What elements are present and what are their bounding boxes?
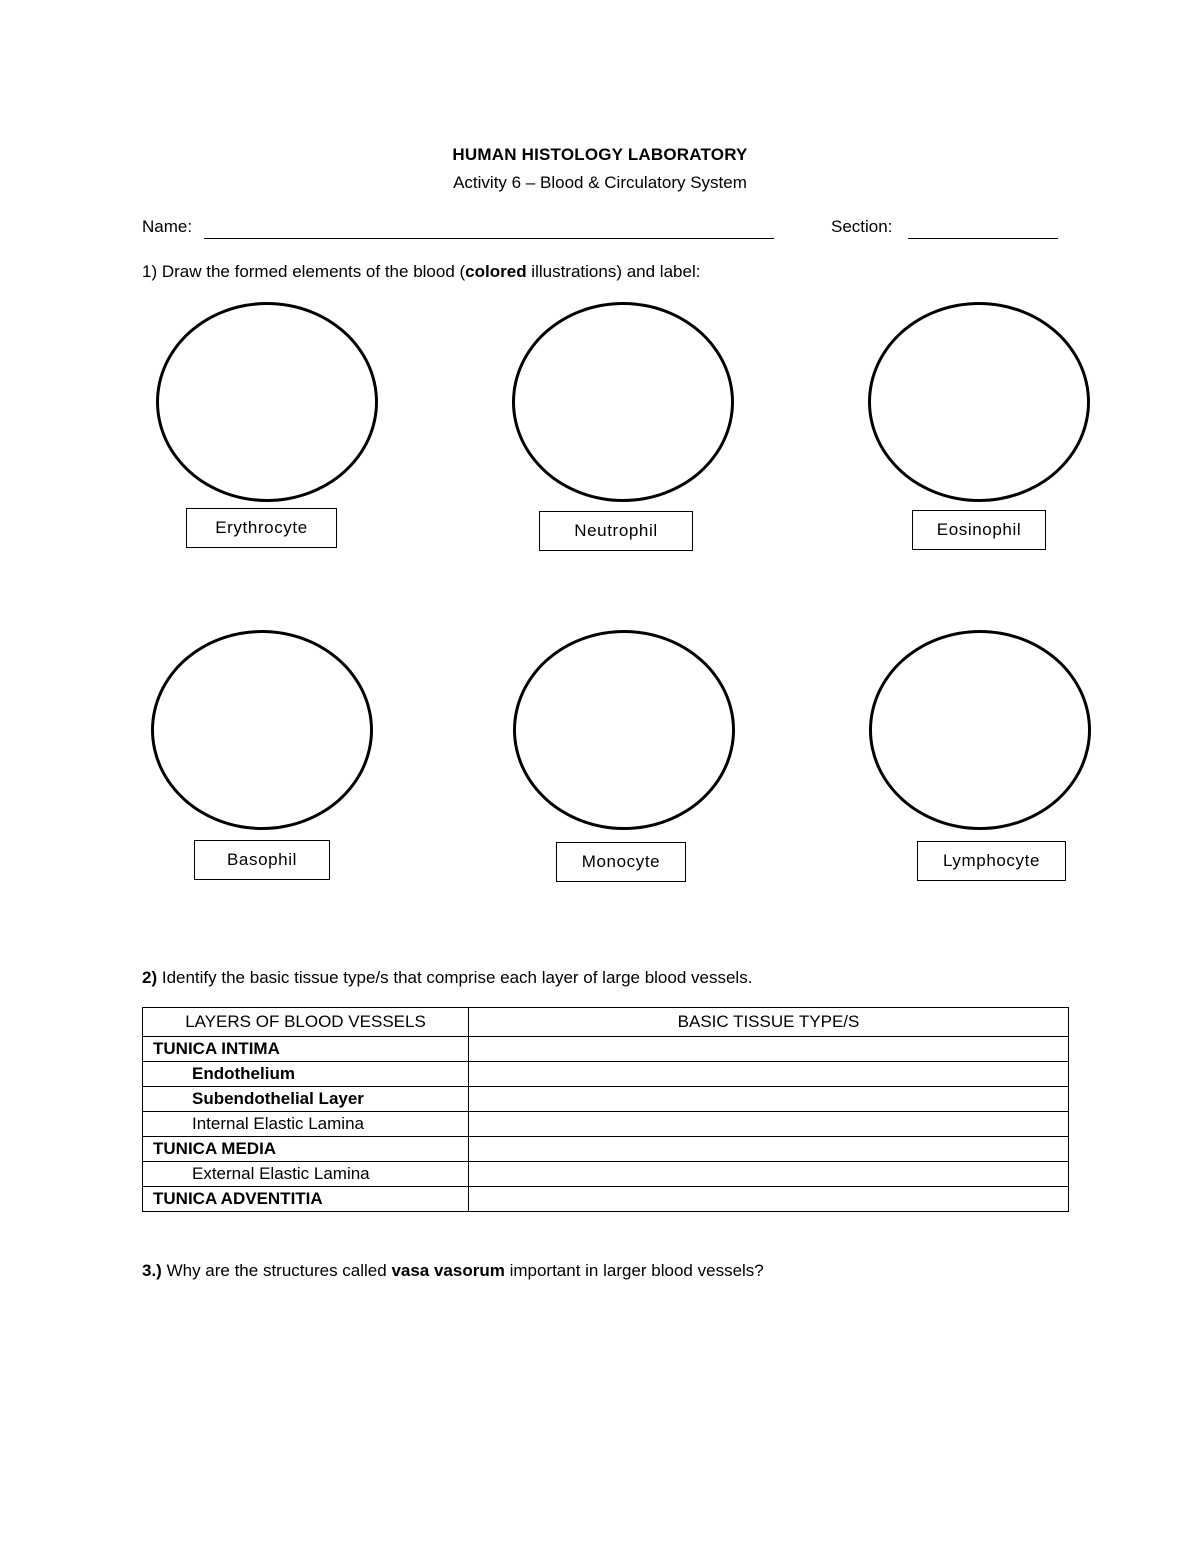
table-row (143, 1037, 1069, 1062)
row-label-subendothelial-layer: Subendothelial Layer (143, 1087, 469, 1112)
drawing-circle-lymphocyte[interactable] (869, 630, 1091, 830)
question-3-text-a: Why are the structures called (161, 1261, 392, 1280)
column-header-layers: LAYERS OF BLOOD VESSELS (143, 1008, 469, 1037)
name-field[interactable] (204, 218, 774, 239)
answer-cell-tunica-adventitia[interactable] (469, 1187, 1069, 1212)
question-3 (142, 1261, 764, 1281)
question-2-text: Identify the basic tissue type/s that comprise each layer of large blood vessels. (157, 968, 753, 987)
question-3-number: 3.) (142, 1261, 162, 1280)
question-2-number: 2) (142, 968, 158, 987)
page-subtitle: Activity 6 – Blood & Circulatory System (453, 173, 747, 192)
row-label-internal-elastic-lamina: Internal Elastic Lamina (143, 1112, 469, 1137)
question-1-text-b: illustrations) and label: (526, 262, 701, 281)
question-1-text-a: Draw the formed elements of the blood ( (157, 262, 466, 281)
table-row (143, 1187, 1069, 1212)
section-label: Section: (831, 217, 893, 236)
question-3-text-b: important in larger blood vessels? (504, 1261, 764, 1280)
table-row (143, 1087, 1069, 1112)
row-label-tunica-adventitia: TUNICA ADVENTITIA (143, 1187, 469, 1212)
label-erythrocyte: Erythrocyte (186, 508, 337, 548)
answer-cell-subendothelial-layer[interactable] (469, 1087, 1069, 1112)
table-row (143, 1062, 1069, 1087)
name-label: Name: (142, 217, 193, 236)
question-1-bold: colored (465, 262, 527, 281)
blood-vessel-layers-table (142, 1007, 1069, 1212)
label-neutrophil: Neutrophil (539, 511, 693, 551)
table-row (143, 1112, 1069, 1137)
row-label-endothelium: Endothelium (143, 1062, 469, 1087)
table-header-row (143, 1008, 1069, 1037)
drawing-circle-basophil[interactable] (151, 630, 373, 830)
row-label-external-elastic-lamina: External Elastic Lamina (143, 1162, 469, 1187)
column-header-tissue-type: BASIC TISSUE TYPE/S (469, 1008, 1069, 1037)
label-eosinophil: Eosinophil (912, 510, 1046, 550)
table-row (143, 1162, 1069, 1187)
drawing-circle-eosinophil[interactable] (868, 302, 1090, 502)
answer-cell-endothelium[interactable] (469, 1062, 1069, 1087)
answer-cell-external-elastic-lamina[interactable] (469, 1162, 1069, 1187)
section-field[interactable] (908, 218, 1058, 239)
answer-cell-tunica-intima[interactable] (469, 1037, 1069, 1062)
answer-cell-tunica-media[interactable] (469, 1137, 1069, 1162)
answer-cell-internal-elastic-lamina[interactable] (469, 1112, 1069, 1137)
question-1-number: 1) (142, 262, 158, 281)
label-basophil: Basophil (194, 840, 330, 880)
row-label-tunica-intima: TUNICA INTIMA (143, 1037, 469, 1062)
row-label-tunica-media: TUNICA MEDIA (143, 1137, 469, 1162)
question-1 (142, 262, 700, 282)
question-2 (142, 968, 752, 988)
drawing-circle-neutrophil[interactable] (512, 302, 734, 502)
label-monocyte: Monocyte (556, 842, 686, 882)
drawing-circle-erythrocyte[interactable] (156, 302, 378, 502)
page-title: HUMAN HISTOLOGY LABORATORY (452, 145, 748, 164)
table-row (143, 1137, 1069, 1162)
question-3-bold: vasa vasorum (391, 1261, 505, 1280)
label-lymphocyte: Lymphocyte (917, 841, 1066, 881)
drawing-circle-monocyte[interactable] (513, 630, 735, 830)
